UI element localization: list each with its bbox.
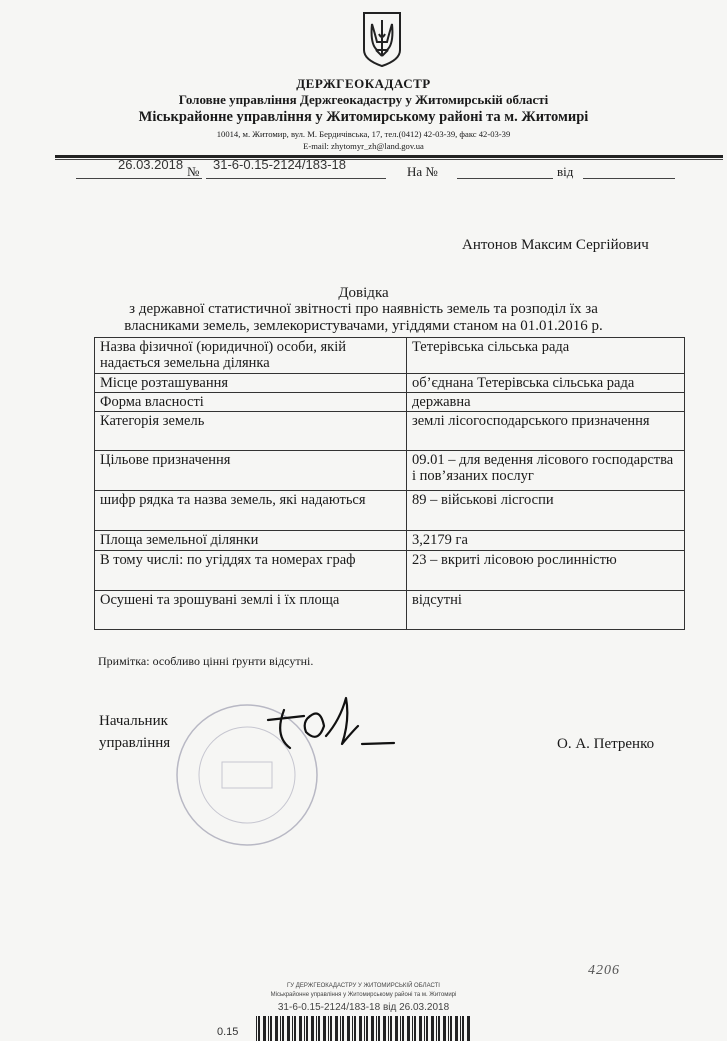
signatory-position-line2: управління [99, 735, 171, 751]
note: Примітка: особливо цінні ґрунти відсутні. [98, 654, 314, 668]
table-row [95, 451, 685, 491]
table-row [95, 338, 685, 374]
row-value: землі лісогосподарського призначення [407, 412, 685, 451]
row-label: шифр рядка та назва земель, які надаються [95, 491, 407, 531]
barcode-icon [254, 1016, 474, 1041]
row-value: 23 – вкриті лісовою рослинністю [407, 551, 685, 591]
row-label: Форма власності [95, 393, 407, 412]
footer-registration: 31-6-0.15-2124/183-18 від 26.03.2018 [277, 1002, 450, 1013]
page-number: 4206 [588, 963, 620, 978]
document-title: Довідка [338, 285, 389, 301]
row-value: 09.01 – для ведення лісового господарства і пов’язаних послуг [407, 451, 685, 491]
footer-office: ГУ ДЕРЖГЕОКАДАСТРУ У ЖИТОМИРСЬКІЙ ОБЛАСТІ [287, 983, 440, 989]
reply-label: На № [407, 164, 438, 179]
reference-number-line [206, 178, 386, 179]
row-value: 3,2179 га [407, 531, 685, 551]
office-email: E-mail: zhytomyr_zh@land.gov.ua [303, 141, 424, 151]
signatory-name: О. А. Петренко [557, 736, 655, 752]
row-label: Цільове призначення [95, 451, 407, 491]
reply-number-line [457, 178, 553, 179]
agency-name: ДЕРЖГЕОКАДАСТР [296, 76, 431, 91]
row-label: Категорія земель [95, 412, 407, 451]
signatory-position [99, 710, 170, 754]
reference-date-line [76, 178, 202, 179]
table-row [95, 591, 685, 630]
trident-emblem-icon [361, 10, 403, 68]
table-row [95, 393, 685, 412]
table-row [95, 551, 685, 591]
document-subtitle-line1: з державної статистичної звітності про наявність земель та розподіл їх за [129, 301, 598, 317]
row-label: Місце розташування [95, 374, 407, 393]
row-value: об’єднана Тетерівська сільська рада [407, 374, 685, 393]
row-value: державна [407, 393, 685, 412]
reference-number: 31-6-0.15-2124/183-18 [213, 157, 346, 172]
table-row [95, 374, 685, 393]
table-row [95, 412, 685, 451]
district-office-name: Міськрайонне управління у Житомирському районі та м. Житомирі [138, 109, 589, 125]
row-label: Площа земельної ділянки [95, 531, 407, 551]
handwritten-signature [262, 686, 422, 766]
row-value: 89 – військові лісгоспи [407, 491, 685, 531]
land-info-table [94, 337, 685, 630]
row-value: Тетерівська сільська рада [407, 338, 685, 374]
reply-date-line [583, 178, 675, 179]
reference-date: 26.03.2018 [118, 157, 184, 172]
main-office-name: Головне управління Держгеокадастру у Житомирській області [178, 92, 549, 107]
page-code: 0.15 [217, 1026, 239, 1038]
footer-district: Міськрайонне управління у Житомирському районі та м. Житомирі [270, 992, 457, 998]
row-label: В тому числі: по угіддях та номерах граф [95, 551, 407, 591]
row-label: Осушені та зрошувані землі і їх площа [95, 591, 407, 630]
document-subtitle-line2: власниками земель, землекористувачами, угіддями станом на 01.01.2016 р. [124, 318, 603, 334]
from-label: від [557, 164, 574, 179]
office-address: 10014, м. Житомир, вул. М. Бердичівська, 17, тел.(0412) 42-03-39, факс 42-03-39 [216, 129, 511, 139]
table-row [95, 491, 685, 531]
signatory-position-line1: Начальник [99, 713, 168, 729]
table-row [95, 531, 685, 551]
row-value: відсутні [407, 591, 685, 630]
addressee: Антонов Максим Сергійович [462, 237, 649, 253]
reference-number-label: № [187, 164, 200, 179]
row-label: Назва фізичної (юридичної) особи, якій надається земельна ділянка [95, 338, 407, 374]
